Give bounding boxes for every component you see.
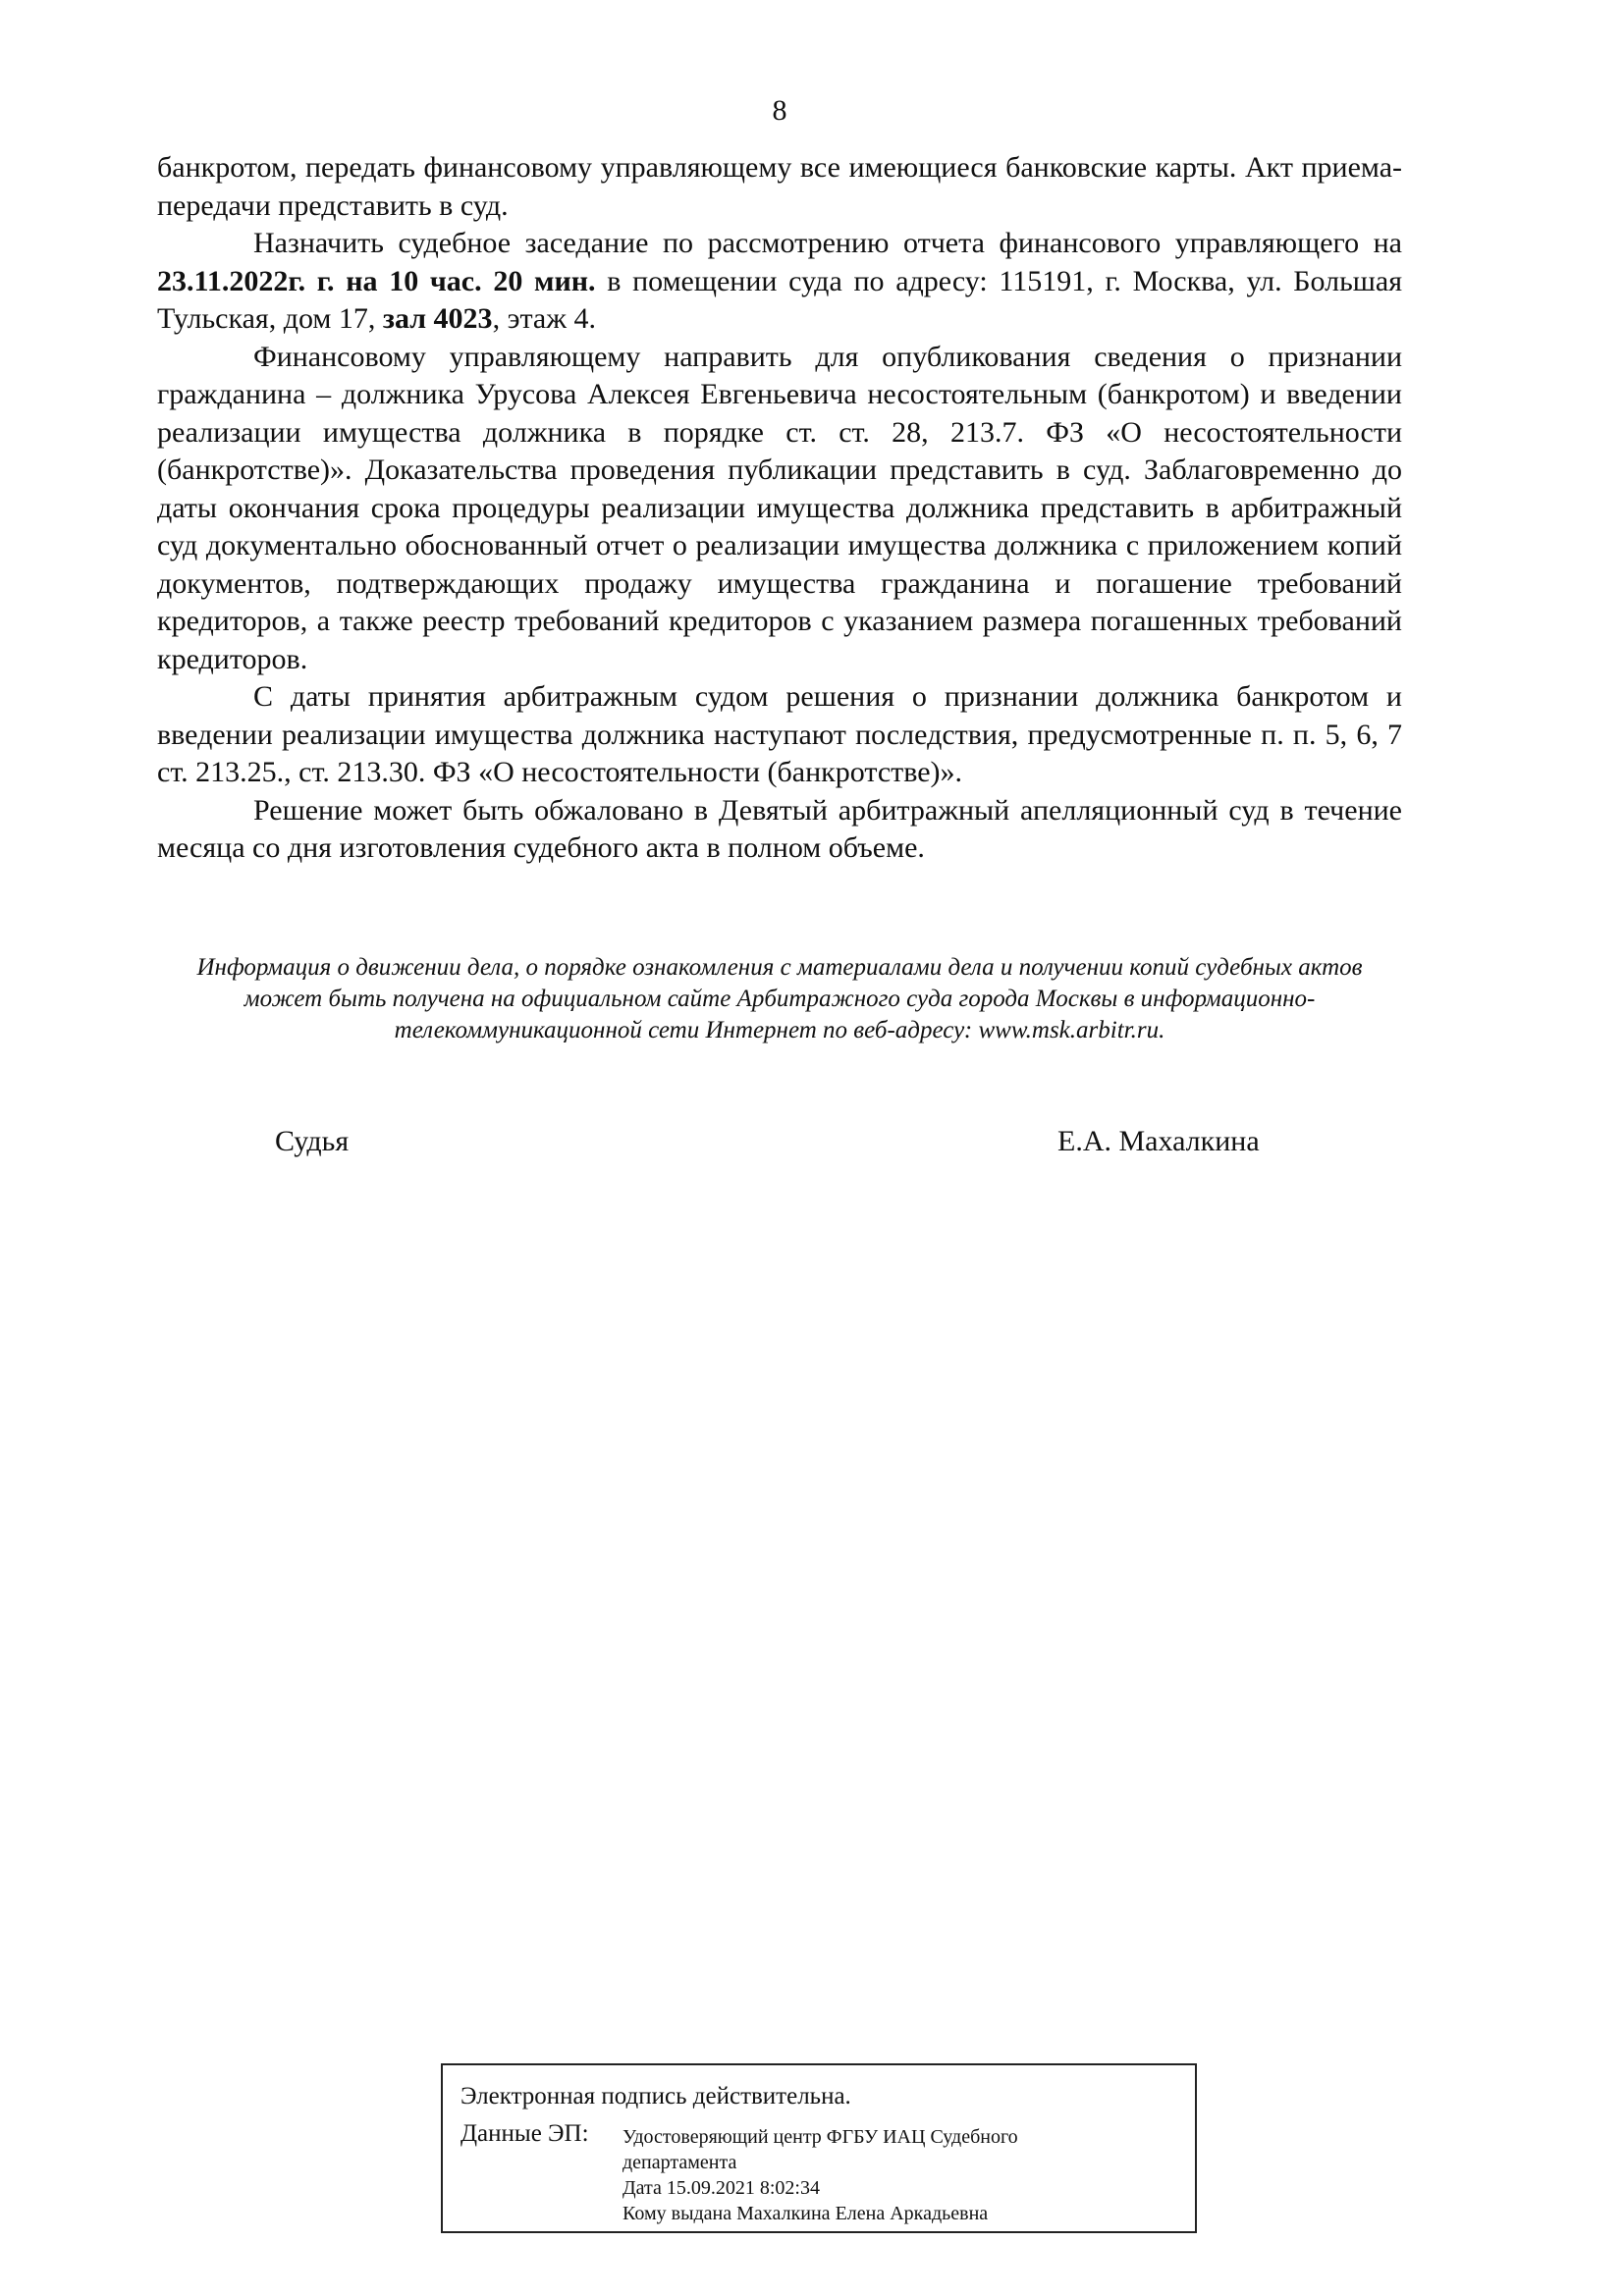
paragraph-4 <box>157 678 1402 792</box>
electronic-signature-box <box>441 2063 1197 2233</box>
ep-label: Данные ЭП: <box>460 2120 589 2147</box>
ep-issuer-line-2: департамента <box>623 2152 737 2173</box>
paragraph-2 <box>157 225 1402 339</box>
text-fragment: банкротом, передать финансовому управляющему все имеющиеся банковские карты. Акт приема-передачи представить в суд. <box>157 151 1402 222</box>
document-body <box>157 149 1402 868</box>
ep-date: Дата 15.09.2021 8:02:34 <box>623 2177 820 2199</box>
bold-fragment: 23.11.2022г. г. на 10 час. 20 мин. <box>157 264 596 297</box>
page-number: 8 <box>772 94 787 127</box>
signature-name: Е.А. Махалкина <box>1057 1125 1260 1157</box>
bold-fragment: зал 4023 <box>382 302 493 335</box>
text-fragment: в помещении суда по адресу: 115191, г. Москва, ул. Большая Тульская, дом 17, <box>157 264 1402 335</box>
paragraph-1 <box>157 149 1402 225</box>
text-fragment: Финансовому управляющему направить для опубликования сведения о признании гражданина – должника Урусова Алексея Евгеньевича несостоятельным (банкротом) и введении реализации имущества должника в порядке ст. ст. 28, 213.7. ФЗ «О несостоятельности (банкротстве)». Доказательства проведения публикации представить в суд. Заблаговременно до даты окончания срока процедуры реализации имущества должника представить в арбитражный суд документально обоснованный отчет о реализации имущества должника с приложением копий документов, подтверждающих продажу имущества гражданина и погашение требований кредиторов, а также реестр требований кредиторов с указанием размера погашенных требований кредиторов. <box>157 340 1402 675</box>
paragraph-3 <box>157 339 1402 679</box>
info-note: Информация о движении дела, о порядке ознакомления с материалами дела и получении копий судебных актов может быть получена на официальном сайте Арбитражного суда города Москвы в информационно-телекоммуникационной сети Интернет по веб-адресу: www.msk.arbitr.ru. <box>196 954 1363 1043</box>
signature-role: Судья <box>275 1125 350 1157</box>
text-fragment: Назначить судебное заседание по рассмотрению отчета финансового управляющего на <box>253 227 1402 259</box>
ep-title: Электронная подпись действительна. <box>460 2083 851 2109</box>
text-fragment: , этаж 4. <box>492 302 596 335</box>
text-fragment: Решение может быть обжаловано в Девятый арбитражный апелляционный суд в течение месяца со дня изготовления судебного акта в полном объеме. <box>157 793 1402 864</box>
paragraph-5 <box>157 792 1402 868</box>
text-fragment: С даты принятия арбитражным судом решения о признании должника банкротом и введении реализации имущества должника наступают последствия, предусмотренные п. п. 5, 6, 7 ст. 213.25., ст. 213.30. ФЗ «О несостоятельности (банкротстве)». <box>157 680 1402 788</box>
ep-issuer-line-1: Удостоверяющий центр ФГБУ ИАЦ Судебного <box>623 2126 1018 2148</box>
ep-details <box>623 2124 1172 2226</box>
ep-owner: Кому выдана Махалкина Елена Аркадьевна <box>623 2203 989 2224</box>
